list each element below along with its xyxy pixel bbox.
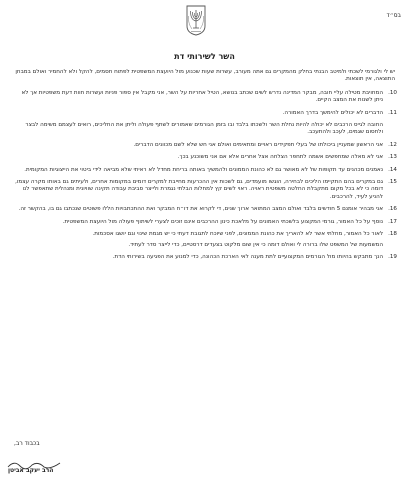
item-text: המחויבת מטילה עליי חובה, מבקר המדינה נדרש לשים שכתב בנושא, הטיל אחריות על השר, אני מקבל אין ספור פניות ועשרות חוות דעת משפטיות אך לא ניתן לשנות את המצב הקיים. bbox=[21, 89, 383, 104]
list-item bbox=[12, 254, 395, 261]
item-number: 14. bbox=[388, 166, 397, 173]
item-text: אני הראשון שמעניין ביכולתו של בעלי תפקידים ראויים ומתאימים ואולם אני חש שלא לשם מכוונים הדברים. bbox=[133, 141, 383, 148]
list-item bbox=[12, 142, 395, 149]
item-number: 19. bbox=[388, 253, 397, 260]
item-number: 10. bbox=[388, 89, 397, 96]
item-text: המשמעות של המשפט שלו ברורה לי ואולם דומה כי אין שום מלקוט בצעדים דרסטיים, כדי לייצר סדר לעתיד. bbox=[128, 241, 383, 248]
list-item bbox=[12, 167, 395, 174]
item-text: לאור כל האמור, מחלתי אשר לא להאריך את כהונת הממונים, לפני שיוכח לתגובת דעתי כי יש מגמת שינוי וגם יושגו אסכמות. bbox=[92, 231, 383, 238]
item-text: גם במקרים בהם התקיימו הליכים לבחירה, הוגשו מועמדים, גם לשכות אין ההכרעות מחייבת למקרים דומים במקומות אחרים, ולעיתים גם באותו מקרה עצמו, דומה כי לא בכל מקום מתקבלת החלטה משפטית ראויה. ראוי לשים קץ למחלות הבלתי נגמרת ולייצר סביבת עבודה תקינה שוויונית ומנהלית שתאפשר לנו להניע לעיד, להרכבים. bbox=[15, 179, 383, 200]
item-text: אני מבהיר אומנם 5 חודשים בלבד ואולם המצב המתואר ארוך שנים, די לקרוא את דו״ח המבקר ואת ההתכתבויות הללו פשוטים שנכתבו גם בו, בהקשר זה. bbox=[18, 206, 383, 213]
intro-paragraph: יש לי ולגורמי לשכתי ולמיטב הבנתי בחלק מהמקרים גם אתה מעורב, עשרות שעות שכנוע מול היועצת המשפטית לפתוח חסמים, להקל ולא להחמיר ואולם במבחן התוצאה, אין תוצאות. bbox=[15, 69, 395, 83]
item-number: 13. bbox=[388, 154, 397, 161]
bsd-header: בס״ד bbox=[386, 12, 401, 19]
item-number: 18. bbox=[388, 231, 397, 238]
list-item bbox=[12, 90, 395, 105]
list-item bbox=[12, 110, 395, 117]
item-text: החובה לגייס הרכבים לא יכולה להיות נחלת השר ולשכתו בלבד ובו בזמן הגורמים שאמורים לשתף פעולה וליתן את החליכים, רואים לעצמם משימה לבצר ולחסום שגמים, לעכב ולהתעכב. bbox=[25, 122, 383, 136]
list-item bbox=[12, 242, 395, 249]
list-item bbox=[12, 179, 395, 201]
list-item bbox=[12, 154, 395, 161]
item-number: 12. bbox=[388, 141, 397, 148]
letter-title: השר לשירותי דת bbox=[174, 52, 235, 61]
signer-name: הרב יעקב אביטן bbox=[8, 467, 54, 474]
state-emblem-icon bbox=[184, 4, 208, 36]
list-item bbox=[12, 231, 395, 238]
letter-body bbox=[12, 69, 395, 266]
item-number: 11. bbox=[388, 109, 397, 116]
item-text: נאמנים מכהנים עד תקופות של לא מאושר גם לא כהונת הממונים ולהמשיך באותה בריחת מחדל לא ראיתי שלא מביאה לידי ביטוי את הייצוגיות המקומית. bbox=[24, 166, 383, 173]
item-text: הדברים לא יכולים להימשך בדרך האמורה. bbox=[282, 109, 383, 116]
item-text: הנך מתבקש בהיותו מול הגורמים המקצועיים לתת מענה לאי הארכת הכהונה, כדי למנוע את הפגיעה בשירותי הדת. bbox=[112, 253, 383, 260]
list-item bbox=[12, 219, 395, 226]
item-number: 16. bbox=[388, 206, 397, 213]
closing-salutation: בכבוד רב, bbox=[14, 440, 40, 447]
list-item bbox=[12, 122, 395, 137]
item-number: 17. bbox=[388, 218, 397, 225]
item-text: נוסף על כל האמור, גורמי המקצוע בלשכתי האמונים על מלאכת כינון ההרכבים אינם זוכים לצערי לשיתוף פעולה מול היועצת המשפטית. bbox=[62, 218, 383, 225]
item-text: אני לא מאלה שמחפשים אשמה לתחפר הצלחה אצל אחרים אלא אם אני משוכנע בכך. bbox=[177, 154, 383, 161]
item-number: 15. bbox=[388, 179, 397, 186]
list-item bbox=[12, 206, 395, 213]
